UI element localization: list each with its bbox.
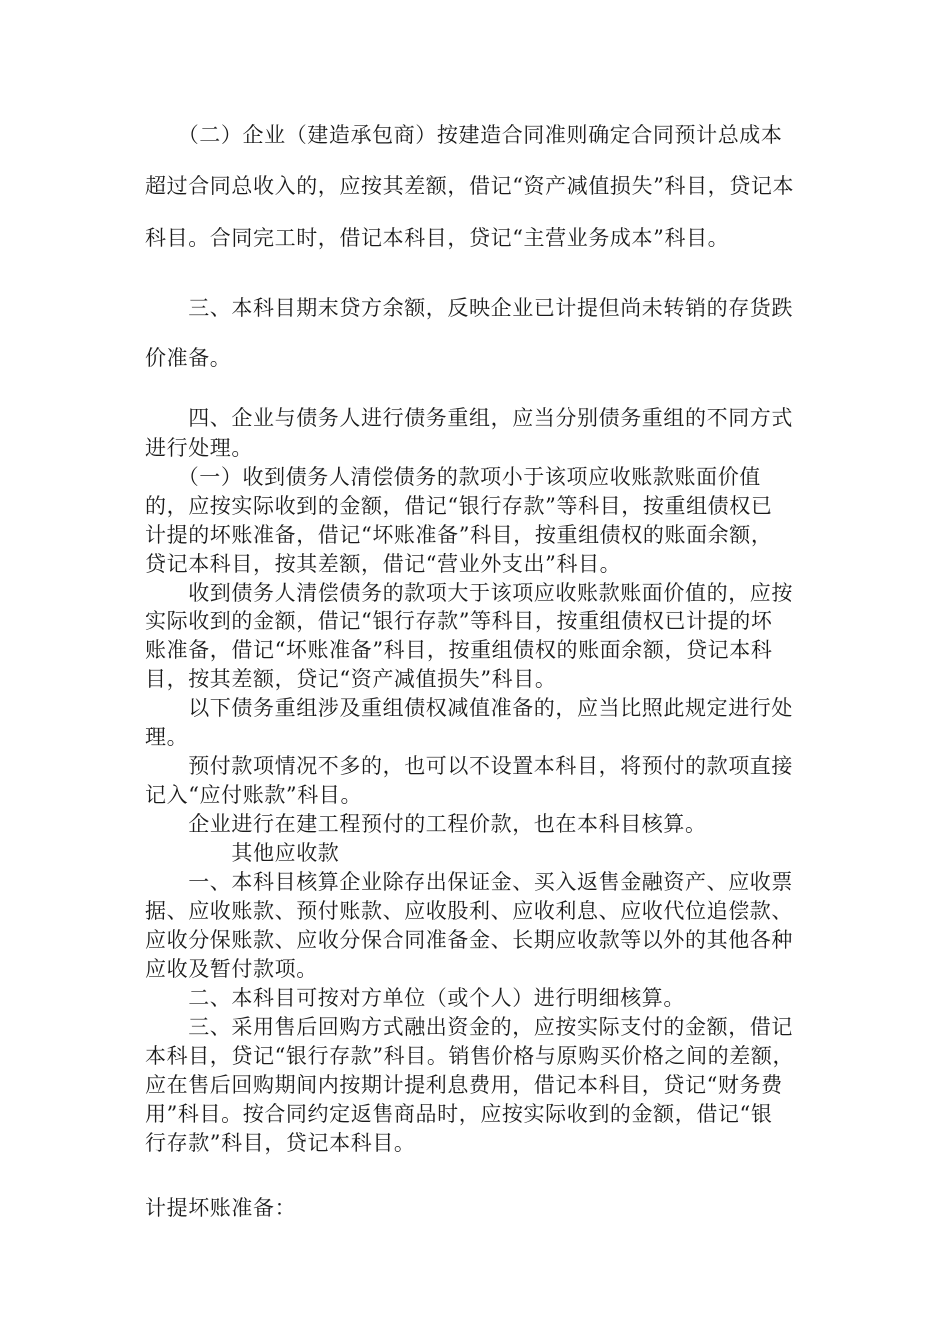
paragraph-line: 四、企业与债务人进行债务重组，应当分别债务重组的不同方式 [145, 406, 793, 430]
paragraph-line: 行存款”科目，贷记本科目。 [145, 1131, 416, 1155]
section-heading: 其他应收款 [145, 841, 340, 865]
paragraph-line: 科目。合同完工时，借记本科目，贷记“主营业务成本”科目。 [145, 226, 730, 250]
paragraph-line: 计提的坏账准备，借记“坏账准备”科目，按重组债权的账面余额， [145, 523, 773, 547]
paragraph-line: 收到债务人清偿债务的款项大于该项应收账款账面价值的，应按 [145, 581, 793, 605]
paragraph-line: 贷记本科目，按其差额，借记“营业外支出”科目。 [145, 552, 622, 576]
paragraph-line: 计提坏账准备： [145, 1196, 297, 1220]
paragraph-line: 记入“应付账款”科目。 [145, 783, 363, 807]
paragraph-line: 预付款项情况不多的，也可以不设置本科目，将预付的款项直接 [145, 754, 793, 778]
paragraph-line: 应在售后回购期间内按期计提利息费用，借记本科目，贷记“财务费 [145, 1073, 783, 1097]
paragraph-line: 目，按其差额，贷记“资产减值损失”科目。 [145, 667, 557, 691]
paragraph-line: （一）收到债务人清偿债务的款项小于该项应收账款账面价值 [145, 465, 761, 489]
paragraph-line: 应收及暂付款项。 [145, 957, 318, 981]
paragraph-line: 据、应收账款、预付账款、应收股利、应收利息、应收代位追偿款、 [145, 899, 793, 923]
paragraph-line: 一、本科目核算企业除存出保证金、买入返售金融资产、应收票 [145, 870, 793, 894]
paragraph-line: 二、本科目可按对方单位（或个人）进行明细核算。 [145, 986, 685, 1010]
paragraph-line: 进行处理。 [145, 436, 253, 460]
paragraph-line: 三、采用售后回购方式融出资金的，应按实际支付的金额，借记 [145, 1015, 793, 1039]
paragraph-line: 用”科目。按合同约定返售商品时，应按实际收到的金额，借记“银 [145, 1102, 773, 1126]
paragraph-line: 理。 [145, 725, 189, 749]
paragraph-line: 超过合同总收入的，应按其差额，借记“资产减值损失”科目，贷记本 [145, 174, 795, 198]
paragraph-line: （二）企业（建造承包商）按建造合同准则确定合同预计总成本 [145, 123, 783, 147]
paragraph-line: 企业进行在建工程预付的工程价款，也在本科目核算。 [145, 812, 707, 836]
paragraph-line: 以下债务重组涉及重组债权减值准备的，应当比照此规定进行处 [145, 696, 793, 720]
paragraph-line: 价准备。 [145, 346, 232, 370]
paragraph-line: 应收分保账款、应收分保合同准备金、长期应收款等以外的其他各种 [145, 928, 793, 952]
paragraph-line: 的，应按实际收到的金额，借记“银行存款”等科目，按重组债权已 [145, 494, 773, 518]
paragraph-line: 本科目，贷记“银行存款”科目。销售价格与原购买价格之间的差额， [145, 1044, 795, 1068]
paragraph-line: 实际收到的金额，借记“银行存款”等科目，按重组债权已计提的坏 [145, 609, 773, 633]
paragraph-line: 三、本科目期末贷方余额，反映企业已计提但尚未转销的存货跌 [145, 296, 793, 320]
paragraph-line: 账准备，借记“坏账准备”科目，按重组债权的账面余额，贷记本科 [145, 638, 773, 662]
